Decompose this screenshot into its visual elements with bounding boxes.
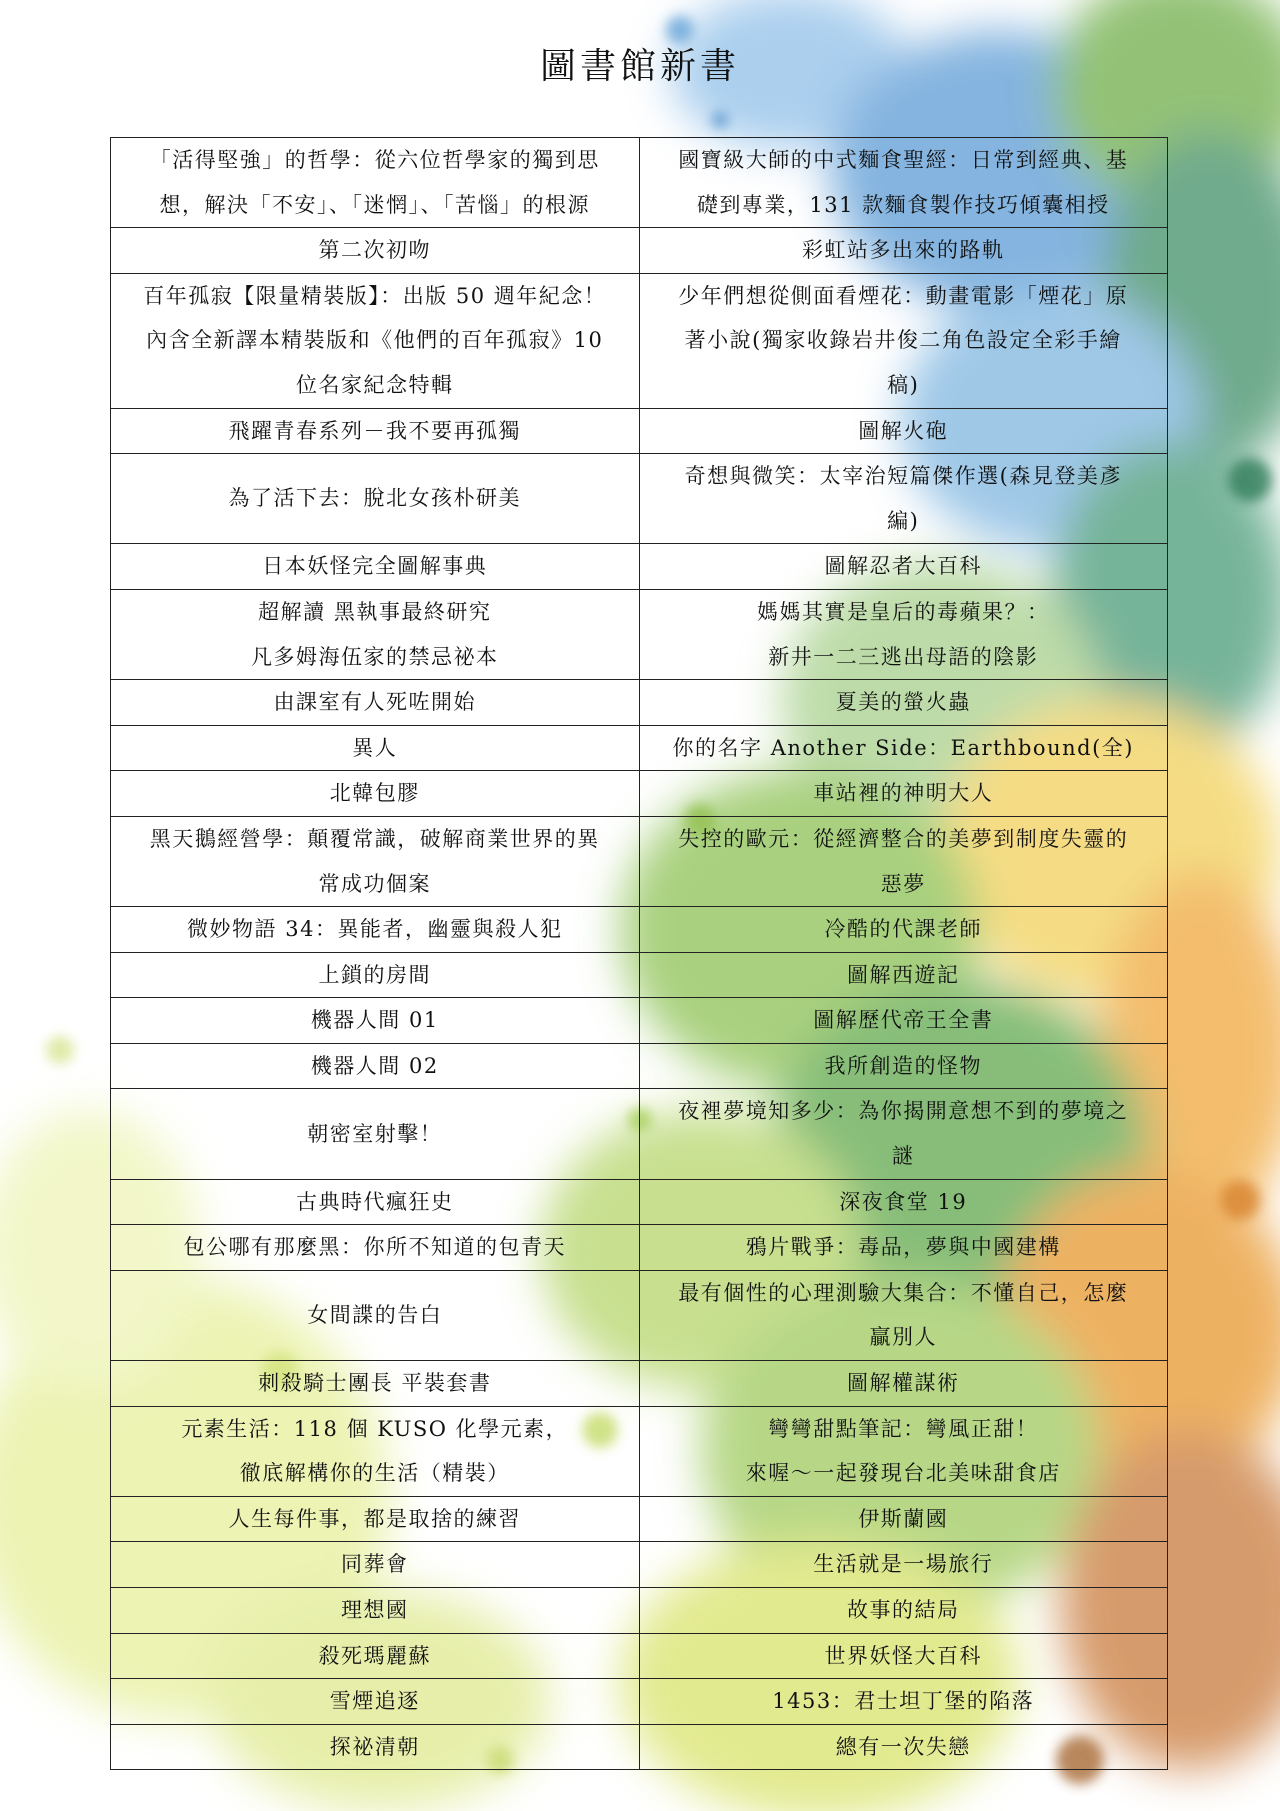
book-title-cell-right xyxy=(639,816,1168,906)
book-title-line: 贏別人 xyxy=(869,1325,937,1350)
book-title-line: 位名家紀念特輯 xyxy=(296,372,454,397)
book-title-cell-left xyxy=(111,680,640,726)
book-title-line: 徹底解構你的生活（精裝） xyxy=(239,1461,510,1486)
book-title-line: 由課室有人死咗開始 xyxy=(273,690,476,715)
book-title-cell-right xyxy=(639,1588,1168,1634)
book-title-line: 鴉片戰爭：毒品，夢與中國建構 xyxy=(745,1235,1061,1260)
new-books-table xyxy=(110,137,1168,1770)
table-row xyxy=(111,725,1168,771)
book-title-line: 圖解西遊記 xyxy=(847,962,960,987)
table-row xyxy=(111,408,1168,454)
table-row xyxy=(111,1588,1168,1634)
book-title-line: 包公哪有那麼黑：你所不知道的包青天 xyxy=(183,1235,566,1260)
book-title-line: 車站裡的神明大人 xyxy=(813,781,994,806)
book-title-cell-right xyxy=(639,952,1168,998)
book-title-cell-right xyxy=(639,907,1168,953)
book-title-cell-right xyxy=(639,1542,1168,1588)
book-title-cell-left xyxy=(111,1225,640,1271)
page-title: 圖書館新書 xyxy=(539,46,740,87)
book-title-cell-left xyxy=(111,771,640,817)
book-title-cell-left xyxy=(111,1361,640,1407)
book-title-line: 故事的結局 xyxy=(847,1598,960,1622)
book-title-line: 編) xyxy=(887,508,920,533)
table-row xyxy=(111,680,1168,726)
book-title-line: 異人 xyxy=(352,735,398,760)
table-row xyxy=(111,228,1168,274)
book-title-line: 惡夢 xyxy=(880,871,926,896)
book-title-cell-right xyxy=(639,1724,1168,1770)
book-title-line: 為了活下去：脫北女孩朴研美 xyxy=(228,486,521,511)
book-title-line: 朝密室射擊！ xyxy=(307,1121,443,1146)
book-title-cell-right xyxy=(639,1679,1168,1725)
book-title-cell-right xyxy=(639,1179,1168,1225)
book-title-line: 古典時代瘋狂史 xyxy=(296,1189,454,1214)
book-title-line: 夏美的螢火蟲 xyxy=(835,690,971,715)
table-row xyxy=(111,952,1168,998)
book-title-cell-left xyxy=(111,544,640,590)
book-title-line: 內含全新譯本精裝版和《他們的百年孤寂》10 xyxy=(146,328,604,353)
book-title-cell-left xyxy=(111,998,640,1044)
book-title-cell-right xyxy=(639,680,1168,726)
book-title-line: 圖解忍者大百科 xyxy=(824,554,982,579)
book-title-line: 探祕清朝 xyxy=(329,1734,420,1759)
book-title-line: 元素生活：118 個 KUSO 化學元素， xyxy=(181,1416,569,1441)
book-title-cell-left xyxy=(111,907,640,953)
book-title-line: 失控的歐元：從經濟整合的美夢到制度失靈的 xyxy=(678,826,1129,851)
table-row xyxy=(111,771,1168,817)
book-title-line: 北韓包膠 xyxy=(329,781,420,806)
book-title-cell-right xyxy=(639,589,1168,679)
book-title-cell-right xyxy=(639,1496,1168,1542)
book-title-line: 冷酷的代課老師 xyxy=(824,917,982,942)
book-title-line: 飛躍青春系列－我不要再孤獨 xyxy=(228,418,521,443)
table-row xyxy=(111,138,1168,228)
book-title-line: 你的名字 Another Side：Earthbound(全) xyxy=(672,735,1134,760)
book-title-line: 超解讀 黑執事最終研究 xyxy=(258,599,492,624)
book-title-line: 上鎖的房間 xyxy=(318,962,431,987)
book-title-cell-left xyxy=(111,1588,640,1634)
book-title-cell-left xyxy=(111,1089,640,1179)
book-title-cell-left xyxy=(111,589,640,679)
table-row xyxy=(111,1406,1168,1496)
book-title-line: 生活就是一場旅行 xyxy=(813,1552,994,1577)
book-title-line: 夜裡夢境知多少：為你揭開意想不到的夢境之 xyxy=(678,1099,1129,1124)
book-title-cell-left xyxy=(111,454,640,544)
table-row xyxy=(111,907,1168,953)
table-row xyxy=(111,544,1168,590)
book-title-cell-right xyxy=(639,228,1168,274)
book-title-line: 殺死瑪麗蘇 xyxy=(318,1643,431,1668)
book-title-line: 同葬會 xyxy=(341,1552,409,1577)
book-title-line: 新井一二三逃出母語的陰影 xyxy=(768,644,1039,669)
table-row xyxy=(111,273,1168,408)
book-title-cell-left xyxy=(111,138,640,228)
book-title-line: 伊斯蘭國 xyxy=(858,1506,949,1531)
book-title-cell-left xyxy=(111,952,640,998)
book-title-line: 「活得堅強」的哲學：從六位哲學家的獨到思 xyxy=(149,148,600,172)
table-row xyxy=(111,589,1168,679)
book-title-cell-right xyxy=(639,273,1168,408)
table-row xyxy=(111,1179,1168,1225)
book-title-line: 女間諜的告白 xyxy=(307,1303,443,1328)
book-title-line: 圖解歷代帝王全書 xyxy=(813,1008,994,1033)
table-row xyxy=(111,1043,1168,1089)
table-row xyxy=(111,454,1168,544)
book-title-line: 國寶級大師的中式麵食聖經：日常到經典、基 xyxy=(678,148,1129,172)
book-title-line: 機器人間 02 xyxy=(310,1053,439,1078)
book-title-line: 雪煙追逐 xyxy=(329,1689,420,1714)
book-title-cell-left xyxy=(111,1679,640,1725)
book-title-line: 礎到專業，131 款麵食製作技巧傾囊相授 xyxy=(696,192,1110,217)
book-title-cell-left xyxy=(111,1542,640,1588)
book-title-line: 謎 xyxy=(892,1144,915,1169)
book-title-line: 微妙物語 34：異能者，幽靈與殺人犯 xyxy=(187,917,563,942)
book-title-cell-right xyxy=(639,1633,1168,1679)
book-title-line: 常成功個案 xyxy=(318,871,431,896)
book-title-line: 我所創造的怪物 xyxy=(824,1053,982,1078)
book-title-cell-right xyxy=(639,725,1168,771)
book-title-cell-right xyxy=(639,1043,1168,1089)
book-title-cell-left xyxy=(111,1633,640,1679)
book-title-cell-left xyxy=(111,816,640,906)
book-title-line: 黑天鵝經營學：顛覆常識，破解商業世界的異 xyxy=(149,826,600,851)
book-title-line: 總有一次失戀 xyxy=(835,1734,971,1759)
table-row xyxy=(111,1089,1168,1179)
book-title-cell-right xyxy=(639,1406,1168,1496)
book-title-line: 來喔～一起發現台北美味甜食店 xyxy=(745,1461,1061,1486)
book-title-cell-right xyxy=(639,771,1168,817)
book-title-line: 刺殺騎士團長 平裝套書 xyxy=(258,1371,492,1396)
book-title-line: 理想國 xyxy=(341,1598,409,1622)
book-title-cell-left xyxy=(111,1270,640,1360)
table-row xyxy=(111,1724,1168,1770)
book-title-cell-right xyxy=(639,1089,1168,1179)
book-title-line: 第二次初吻 xyxy=(318,238,431,263)
book-title-line: 凡多姆海伍家的禁忌祕本 xyxy=(251,644,499,669)
book-title-cell-left xyxy=(111,1724,640,1770)
book-title-line: 稿) xyxy=(887,372,920,397)
book-title-line: 少年們想從側面看煙花：動畫電影「煙花」原 xyxy=(678,283,1129,308)
book-title-cell-right xyxy=(639,408,1168,454)
table-row xyxy=(111,1542,1168,1588)
book-title-cell-left xyxy=(111,725,640,771)
book-title-cell-left xyxy=(111,1043,640,1089)
book-title-cell-right xyxy=(639,1225,1168,1271)
book-title-line: 最有個性的心理測驗大集合：不懂自己，怎麼 xyxy=(678,1280,1129,1305)
book-title-line: 著小說(獨家收錄岩井俊二角色設定全彩手繪 xyxy=(684,328,1122,353)
book-title-cell-left xyxy=(111,228,640,274)
book-title-line: 日本妖怪完全圖解事典 xyxy=(262,554,488,579)
book-title-line: 奇想與微笑：太宰治短篇傑作選(森見登美彥 xyxy=(684,464,1122,489)
table-row xyxy=(111,1225,1168,1271)
table-row xyxy=(111,1633,1168,1679)
table-row xyxy=(111,1270,1168,1360)
book-title-line: 百年孤寂【限量精裝版】：出版 50 週年紀念！ xyxy=(143,283,607,308)
book-title-line: 想，解決「不安」、「迷惘」、「苦惱」的根源 xyxy=(159,192,590,217)
book-title-line: 1453：君士坦丁堡的陷落 xyxy=(772,1689,1035,1714)
table-row xyxy=(111,816,1168,906)
table-row xyxy=(111,1679,1168,1725)
book-title-cell-left xyxy=(111,273,640,408)
book-title-cell-left xyxy=(111,408,640,454)
book-title-cell-right xyxy=(639,1270,1168,1360)
book-title-line: 深夜食堂 19 xyxy=(839,1189,968,1214)
book-title-cell-left xyxy=(111,1179,640,1225)
book-title-cell-right xyxy=(639,454,1168,544)
book-title-cell-left xyxy=(111,1496,640,1542)
book-title-cell-right xyxy=(639,998,1168,1044)
book-title-line: 彩虹站多出來的路軌 xyxy=(802,238,1005,263)
book-title-line: 彎彎甜點筆記：彎風正甜！ xyxy=(768,1416,1039,1441)
book-title-line: 機器人間 01 xyxy=(310,1008,439,1033)
book-title-line: 世界妖怪大百科 xyxy=(824,1643,982,1668)
book-title-cell-left xyxy=(111,1406,640,1496)
table-row xyxy=(111,1361,1168,1407)
book-title-line: 圖解權謀術 xyxy=(847,1371,960,1396)
table-row xyxy=(111,1496,1168,1542)
book-title-line: 圖解火砲 xyxy=(858,418,949,443)
book-title-line: 媽媽其實是皇后的毒蘋果？： xyxy=(757,599,1050,624)
book-title-line: 人生每件事，都是取捨的練習 xyxy=(228,1506,521,1531)
book-title-cell-right xyxy=(639,1361,1168,1407)
table-row xyxy=(111,998,1168,1044)
book-title-cell-right xyxy=(639,138,1168,228)
book-title-cell-right xyxy=(639,544,1168,590)
